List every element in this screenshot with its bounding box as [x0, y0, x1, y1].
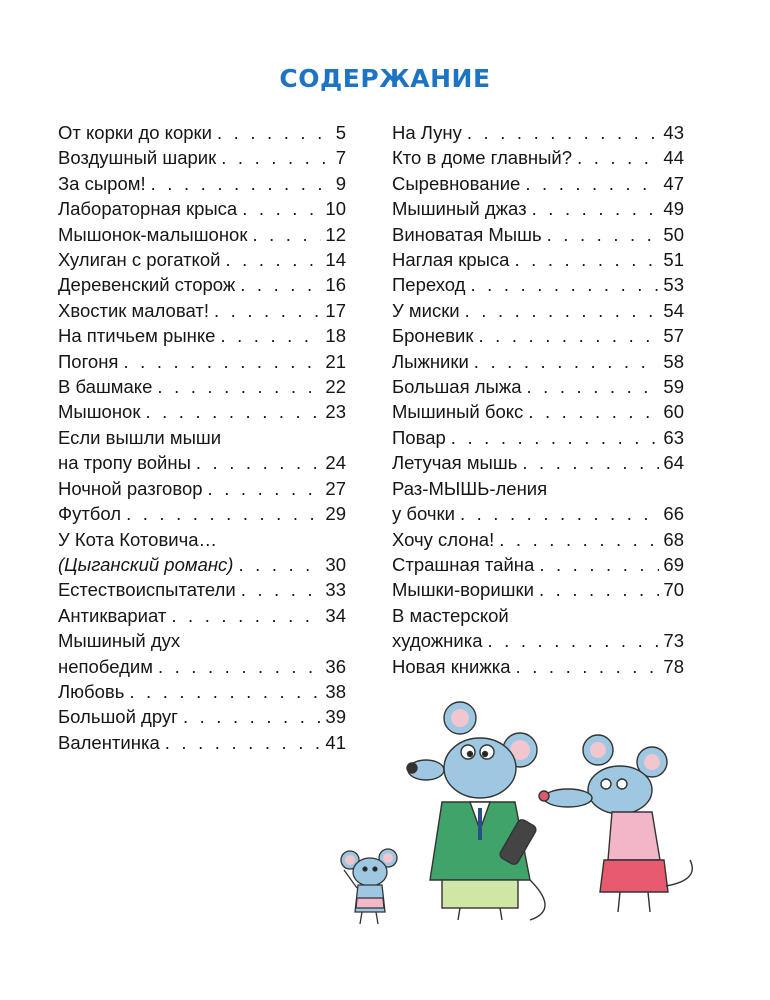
toc-entry-title: Антиквариат	[58, 604, 167, 626]
toc-entry-title: Раз-МЫШЬ-ления	[392, 477, 548, 499]
dot-leader	[221, 145, 331, 170]
toc-entry-line	[58, 425, 346, 450]
page-number: 50	[663, 223, 684, 245]
page-number: 53	[663, 274, 684, 296]
page-number: 69	[663, 553, 684, 575]
toc-column-right	[392, 120, 684, 679]
dot-leader	[465, 298, 660, 323]
toc-entry-line	[58, 272, 346, 297]
toc-entry	[392, 654, 684, 679]
toc-entry-title: На птичьем рынке	[58, 325, 216, 347]
dot-leader	[129, 679, 321, 704]
page-number: 22	[325, 376, 346, 398]
toc-entry-title: Летучая мышь	[392, 452, 518, 474]
toc-entry-line	[58, 679, 346, 704]
toc-entry-line	[58, 577, 346, 602]
toc-entry-title: В мастерской	[392, 604, 509, 626]
toc-entry-line	[58, 120, 346, 145]
toc-entry-line	[58, 145, 346, 170]
toc-entry-line	[58, 552, 346, 577]
toc-entry-line	[392, 527, 684, 552]
toc-entry-title: Мышиный бокс	[392, 401, 524, 423]
toc-entry	[58, 603, 346, 628]
dot-leader	[208, 476, 322, 501]
toc-entry-title: Погоня	[58, 350, 119, 372]
dot-leader	[499, 527, 659, 552]
page-number: 18	[325, 325, 346, 347]
dot-leader	[528, 399, 659, 424]
page-number: 64	[663, 452, 684, 474]
dot-leader	[238, 552, 321, 577]
toc-entry	[58, 704, 346, 729]
dot-leader	[123, 349, 321, 374]
page-number: 14	[325, 249, 346, 271]
toc-entry-line	[58, 298, 346, 323]
toc-entry-title: Большая лыжа	[392, 376, 522, 398]
dot-leader	[151, 171, 332, 196]
toc-entry-line	[58, 476, 346, 501]
dot-leader	[527, 374, 660, 399]
toc-entry-line	[58, 501, 346, 526]
toc-entry-line	[58, 374, 346, 399]
toc-entry-line	[392, 247, 684, 272]
toc-entry-title: Сыревнование	[392, 172, 521, 194]
toc-entry-title: Большой друг	[58, 706, 178, 728]
page-number: 21	[325, 350, 346, 372]
toc-entry	[392, 272, 684, 297]
dot-leader	[183, 704, 321, 729]
toc-entry	[392, 171, 684, 196]
toc-entry	[392, 222, 684, 247]
toc-entry-title: непобедим	[58, 655, 153, 677]
dot-leader	[470, 272, 659, 297]
dot-leader	[217, 120, 332, 145]
toc-entry-line	[58, 730, 346, 755]
toc-entry	[58, 679, 346, 704]
toc-entry-line	[392, 374, 684, 399]
toc-entry-line	[392, 654, 684, 679]
page-number: 38	[325, 680, 346, 702]
toc-entry	[392, 399, 684, 424]
page-number: 33	[325, 579, 346, 601]
toc-entry	[392, 374, 684, 399]
dot-leader	[460, 501, 659, 526]
toc-entry-line	[58, 247, 346, 272]
toc-entry-line	[392, 425, 684, 450]
dot-leader	[240, 272, 321, 297]
page-number: 58	[663, 350, 684, 372]
toc-entry-title: Броневик	[392, 325, 474, 347]
page-number: 73	[663, 630, 684, 652]
page-number: 5	[335, 122, 346, 143]
dot-leader	[242, 196, 321, 221]
toc-entry-title: Деревенский сторож	[58, 274, 236, 296]
toc-entry-line	[392, 450, 684, 475]
page-number: 51	[663, 249, 684, 271]
toc-entry-line	[58, 399, 346, 424]
toc-entry-line	[392, 120, 684, 145]
page-number: 30	[325, 553, 346, 575]
toc-entry	[58, 222, 346, 247]
toc-entry-title: Кто в доме главный?	[392, 147, 573, 169]
toc-entry	[392, 425, 684, 450]
toc-entry	[58, 323, 346, 348]
toc-entry-line	[392, 399, 684, 424]
dot-leader	[225, 247, 321, 272]
page-number: 7	[335, 147, 346, 169]
dot-leader	[474, 349, 660, 374]
toc-entry	[392, 450, 684, 475]
toc-entry	[58, 527, 346, 578]
toc-entry-title: художника	[392, 630, 483, 652]
toc-entry-title: Ночной разговор	[58, 477, 203, 499]
toc-entry-title: Виноватая Мышь	[392, 223, 542, 245]
page-number: 68	[663, 528, 684, 550]
toc-entry	[392, 120, 684, 145]
toc-entry-title: Страшная тайна	[392, 553, 535, 575]
dot-leader	[157, 374, 321, 399]
toc-entry	[58, 628, 346, 679]
toc-entry-title: Валентинка	[58, 731, 160, 753]
page-number: 23	[325, 401, 346, 423]
toc-entry-line	[58, 450, 346, 475]
toc-entry-line	[392, 298, 684, 323]
toc-entry-line	[58, 603, 346, 628]
page-number: 70	[663, 579, 684, 601]
toc-entry	[392, 145, 684, 170]
small-mouse	[341, 849, 397, 924]
page-number: 9	[335, 172, 346, 194]
toc-column-left	[58, 120, 346, 755]
page-number: 34	[325, 604, 346, 626]
toc-entry-line	[58, 171, 346, 196]
page-number: 41	[325, 731, 346, 753]
toc-entry-title: Мышиный джаз	[392, 198, 527, 220]
toc-entry	[392, 476, 684, 527]
toc-entry-title: Лабораторная крыса	[58, 198, 238, 220]
toc-entry-title: Воздушный шарик	[58, 147, 217, 169]
page-number: 27	[325, 477, 346, 499]
toc-entry-line	[58, 349, 346, 374]
page-number: 57	[663, 325, 684, 347]
toc-entry-title: Футбол	[58, 503, 122, 525]
toc-entry-line	[58, 704, 346, 729]
dot-leader	[532, 196, 660, 221]
toc-entry-line	[58, 196, 346, 221]
toc-entry-title: Естествоиспытатели	[58, 579, 236, 601]
toc-entry-title: Лыжники	[392, 350, 469, 372]
toc-entry	[392, 349, 684, 374]
toc-entry-title: У Кота Котовича…	[58, 528, 218, 550]
toc-entry-line	[392, 349, 684, 374]
dot-leader	[451, 425, 660, 450]
toc-entry-line	[392, 323, 684, 348]
page-number: 78	[663, 655, 684, 677]
page-number: 47	[663, 172, 684, 194]
toc-entry-line	[392, 272, 684, 297]
dot-leader	[126, 501, 321, 526]
dot-leader	[171, 603, 321, 628]
dot-leader	[467, 120, 660, 145]
toc-entry	[58, 374, 346, 399]
toc-entry-line	[58, 628, 346, 653]
toc-entry-title: Хулиган с рогаткой	[58, 249, 221, 271]
toc-entry-title: (Цыганский романс)	[58, 553, 234, 575]
toc-entry	[58, 501, 346, 526]
toc-entry-title: Хвостик маловат!	[58, 299, 209, 321]
dot-leader	[577, 145, 659, 170]
dot-leader	[539, 577, 659, 602]
dot-leader	[220, 323, 321, 348]
page-number: 39	[325, 706, 346, 728]
toc-entry	[58, 425, 346, 476]
big-mouse	[407, 702, 545, 920]
page-number: 16	[325, 274, 346, 296]
page-number: 10	[325, 198, 346, 220]
toc-entry-title: Любовь	[58, 680, 125, 702]
dot-leader	[196, 450, 322, 475]
toc-entry	[58, 730, 346, 755]
page-number: 54	[663, 299, 684, 321]
toc-entry-title: Мышонок-малышонок	[58, 223, 248, 245]
dot-leader	[165, 730, 322, 755]
toc-entry-line	[58, 323, 346, 348]
toc-entry	[58, 272, 346, 297]
page-number: 43	[663, 122, 684, 143]
dot-leader	[241, 577, 322, 602]
page-number: 36	[325, 655, 346, 677]
toc-entry-line	[58, 527, 346, 552]
page-number: 44	[663, 147, 684, 169]
dot-leader	[158, 654, 321, 679]
toc-entry	[58, 298, 346, 323]
toc-entry	[392, 196, 684, 221]
toc-entry-title: За сыром!	[58, 172, 146, 194]
page-number: 60	[663, 401, 684, 423]
toc-entry	[58, 349, 346, 374]
page-number: 29	[325, 503, 346, 525]
toc-entry-title: на тропу войны	[58, 452, 191, 474]
toc-entry	[58, 145, 346, 170]
toc-entry-title: Хочу слона!	[392, 528, 495, 550]
toc-entry	[58, 476, 346, 501]
page-number: 59	[663, 376, 684, 398]
toc-entry	[58, 120, 346, 145]
toc-entry-title: На Луну	[392, 122, 462, 143]
toc-entry-line	[58, 654, 346, 679]
toc-entry-title: Новая книжка	[392, 655, 511, 677]
page-number: 12	[325, 223, 346, 245]
dot-leader	[516, 654, 660, 679]
dot-leader	[539, 552, 659, 577]
toc-entry-title: Наглая крыса	[392, 249, 510, 271]
toc-entry	[58, 247, 346, 272]
toc-entry-title: Мышки-воришки	[392, 579, 534, 601]
toc-entry-line	[392, 222, 684, 247]
toc-entry-title: Повар	[392, 426, 446, 448]
page-number: 66	[663, 503, 684, 525]
toc-entry	[58, 196, 346, 221]
toc-entry-line	[392, 476, 684, 501]
mice-illustration	[330, 680, 720, 940]
page-number: 49	[663, 198, 684, 220]
toc-entry-line	[392, 145, 684, 170]
toc-entry-title: у бочки	[392, 503, 455, 525]
toc-entry-line	[392, 501, 684, 526]
toc-entry	[392, 577, 684, 602]
toc-entry	[392, 527, 684, 552]
toc-entry-line	[392, 196, 684, 221]
dot-leader	[547, 222, 660, 247]
toc-entry-title: Мышиный дух	[58, 630, 181, 652]
dot-leader	[525, 171, 659, 196]
toc-entry-line	[392, 552, 684, 577]
toc-entry-title: Мышонок	[58, 401, 141, 423]
toc-entry	[58, 577, 346, 602]
page-number: 24	[325, 452, 346, 474]
toc-entry	[392, 298, 684, 323]
dot-leader	[214, 298, 321, 323]
toc-entry-title: Переход	[392, 274, 466, 296]
lady-mouse	[539, 735, 692, 912]
page-number: 63	[663, 426, 684, 448]
dot-leader	[252, 222, 321, 247]
toc-entry-line	[58, 222, 346, 247]
dot-leader	[522, 450, 659, 475]
dot-leader	[514, 247, 659, 272]
page-title: СОДЕРЖАНИЕ	[279, 64, 491, 93]
toc-entry-line	[392, 603, 684, 628]
toc-entry	[58, 399, 346, 424]
toc-entry-line	[392, 577, 684, 602]
toc-entry-title: От корки до корки	[58, 122, 212, 143]
toc-entry	[392, 247, 684, 272]
toc-entry-title: В башмаке	[58, 376, 153, 398]
toc-entry-title: У миски	[392, 299, 460, 321]
dot-leader	[145, 399, 321, 424]
toc-entry	[392, 323, 684, 348]
toc-entry-line	[392, 171, 684, 196]
toc-entry-title: Если вышли мыши	[58, 426, 222, 448]
dot-leader	[487, 628, 659, 653]
toc-entry	[58, 171, 346, 196]
dot-leader	[478, 323, 659, 348]
toc-entry	[392, 552, 684, 577]
toc-entry-line	[392, 628, 684, 653]
page-number: 17	[325, 299, 346, 321]
toc-entry	[392, 603, 684, 654]
